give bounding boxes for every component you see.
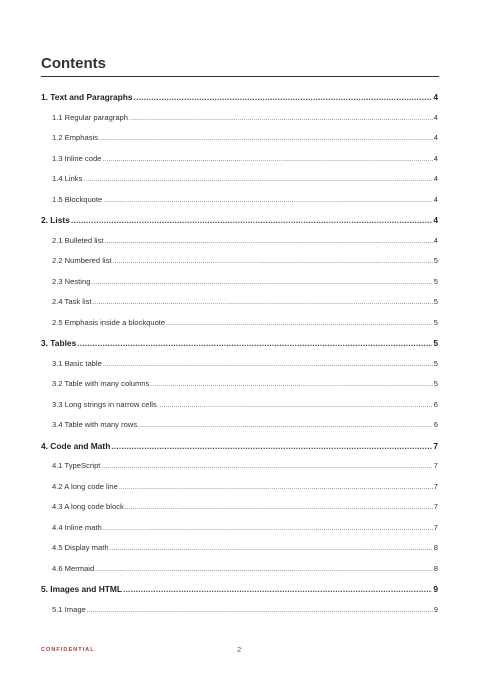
toc-entry-page-number: 7 [433,522,438,532]
toc-entry-label: 1.2 Emphasis [52,133,99,142]
toc-entry-label: 3.4 Table with many rows [52,420,138,429]
toc-entry-page-number: 5 [433,358,438,368]
toc-section-entry[interactable] [41,92,438,113]
toc-entry-label: 4. Code and Math [41,440,111,451]
dot-leader [83,174,432,183]
dot-leader [93,297,433,306]
toc-entry-page-number: 4 [433,112,438,122]
dot-leader [123,584,432,594]
title-divider [41,76,439,77]
toc-entry-page-number: 9 [433,604,438,614]
dot-leader [150,379,432,388]
dot-leader [158,400,433,409]
toc-entry-label: 3.2 Table with many columns [52,379,150,388]
toc-entry-page-number: 5 [433,256,438,265]
dot-leader [103,523,433,532]
toc-subsection-entry[interactable] [41,297,438,318]
dot-leader [138,420,433,429]
toc-subsection-entry[interactable] [41,523,438,544]
toc-entry-page-number: 4 [433,194,438,204]
toc-entry-label: 4.1 TypeScript [52,461,101,470]
footer-page-number: 2 [237,645,242,654]
toc-entry-label: 5. Images and HTML [41,584,122,594]
toc-subsection-entry[interactable] [41,543,438,564]
dot-leader [113,256,433,265]
toc-entry-page-number: 5 [433,317,438,327]
toc-entry-page-number: 5 [433,297,438,306]
toc-subsection-entry[interactable] [41,605,438,626]
toc-entry-page-number: 4 [433,92,438,102]
toc-subsection-entry[interactable] [41,461,438,482]
dot-leader [71,215,432,225]
toc-subsection-entry[interactable] [41,502,438,523]
toc-entry-page-number: 6 [433,420,438,429]
toc-entry-page-number: 7 [433,502,438,511]
footer-confidential-label: CONFIDENTIAL [41,647,95,653]
page-title: Contents [41,55,106,72]
dot-leader [129,113,433,122]
toc-subsection-entry[interactable] [41,195,438,216]
toc-entry-page-number: 4 [433,235,438,245]
toc-subsection-entry[interactable] [41,154,438,175]
toc-entry-label: 4.6 Mermaid [52,563,95,573]
toc-entry-page-number: 8 [433,563,438,573]
toc-subsection-entry[interactable] [41,318,438,339]
toc-entry-label: 4.4 Inline math [52,522,102,532]
toc-entry-label: 1. Text and Paragraphs [41,92,133,102]
toc-entry-label: 1.4 Links [52,174,83,183]
toc-subsection-entry[interactable] [41,482,438,503]
toc-entry-label: 2.2 Numbered list [52,256,112,265]
dot-leader [101,461,432,470]
toc-entry-page-number: 5 [433,338,438,348]
toc-entry-label: 2.4 Task list [52,297,92,306]
toc-entry-label: 4.5 Display math [52,543,109,552]
dot-leader [99,133,433,142]
toc-entry-label: 2.3 Nesting [52,276,91,286]
toc-subsection-entry[interactable] [41,113,438,134]
toc-subsection-entry[interactable] [41,236,438,257]
dot-leader [110,543,433,552]
dot-leader [119,482,433,491]
dot-leader [102,154,432,163]
toc-entry-page-number: 5 [433,276,438,286]
dot-leader [105,236,433,245]
dot-leader [87,605,433,614]
toc-subsection-entry[interactable] [41,256,438,277]
dot-leader [111,441,432,451]
toc-section-entry[interactable] [41,338,438,359]
toc-entry-label: 2.1 Bulleted list [52,235,104,245]
toc-entry-label: 3.3 Long strings in narrow cells [52,399,157,409]
toc-entry-label: 4.3 A long code block [52,502,124,511]
toc-entry-page-number: 5 [433,379,438,388]
dot-leader [91,277,432,286]
toc-entry-page-number: 9 [433,584,438,594]
toc-entry-page-number: 6 [433,399,438,409]
toc-entry-label: 1.3 Inline code [52,153,102,163]
toc-subsection-entry[interactable] [41,564,438,585]
toc-entry-label: 3. Tables [41,338,77,348]
toc-entry-page-number: 4 [433,153,438,163]
toc-entry-label: 5.1 Image [52,604,86,614]
toc-entry-label: 3.1 Basic table [52,358,102,368]
toc-section-entry[interactable] [41,441,438,462]
toc-section-entry[interactable] [41,584,438,605]
toc-subsection-entry[interactable] [41,359,438,380]
toc-entry-label: 2.5 Emphasis inside a blockquote [52,317,166,327]
dot-leader [77,338,432,348]
toc-subsection-entry[interactable] [41,420,438,441]
dot-leader [103,359,433,368]
toc-subsection-entry[interactable] [41,277,438,298]
dot-leader [95,564,433,573]
toc-entry-page-number: 4 [433,174,438,183]
toc-subsection-entry[interactable] [41,400,438,421]
toc-entry-page-number: 7 [433,481,438,491]
toc-section-entry[interactable] [41,215,438,236]
dot-leader [125,502,433,511]
toc-entry-page-number: 7 [433,440,438,451]
toc-entry-page-number: 7 [433,461,438,470]
toc-entry-label: 2. Lists [41,215,70,225]
toc-entry-label: 1.1 Regular paragraph [52,112,128,122]
toc-entry-page-number: 4 [433,133,438,142]
toc-entry-label: 4.2 A long code line [52,481,118,491]
dot-leader [134,92,433,102]
toc-entry-page-number: 8 [433,543,438,552]
toc-entry-page-number: 4 [433,215,438,225]
toc-subsection-entry[interactable] [41,379,438,400]
dot-leader [103,195,433,204]
table-of-contents [41,92,438,625]
toc-entry-label: 1.5 Blockquote [52,194,103,204]
dot-leader [166,318,433,327]
toc-subsection-entry[interactable] [41,133,438,154]
toc-subsection-entry[interactable] [41,174,438,195]
